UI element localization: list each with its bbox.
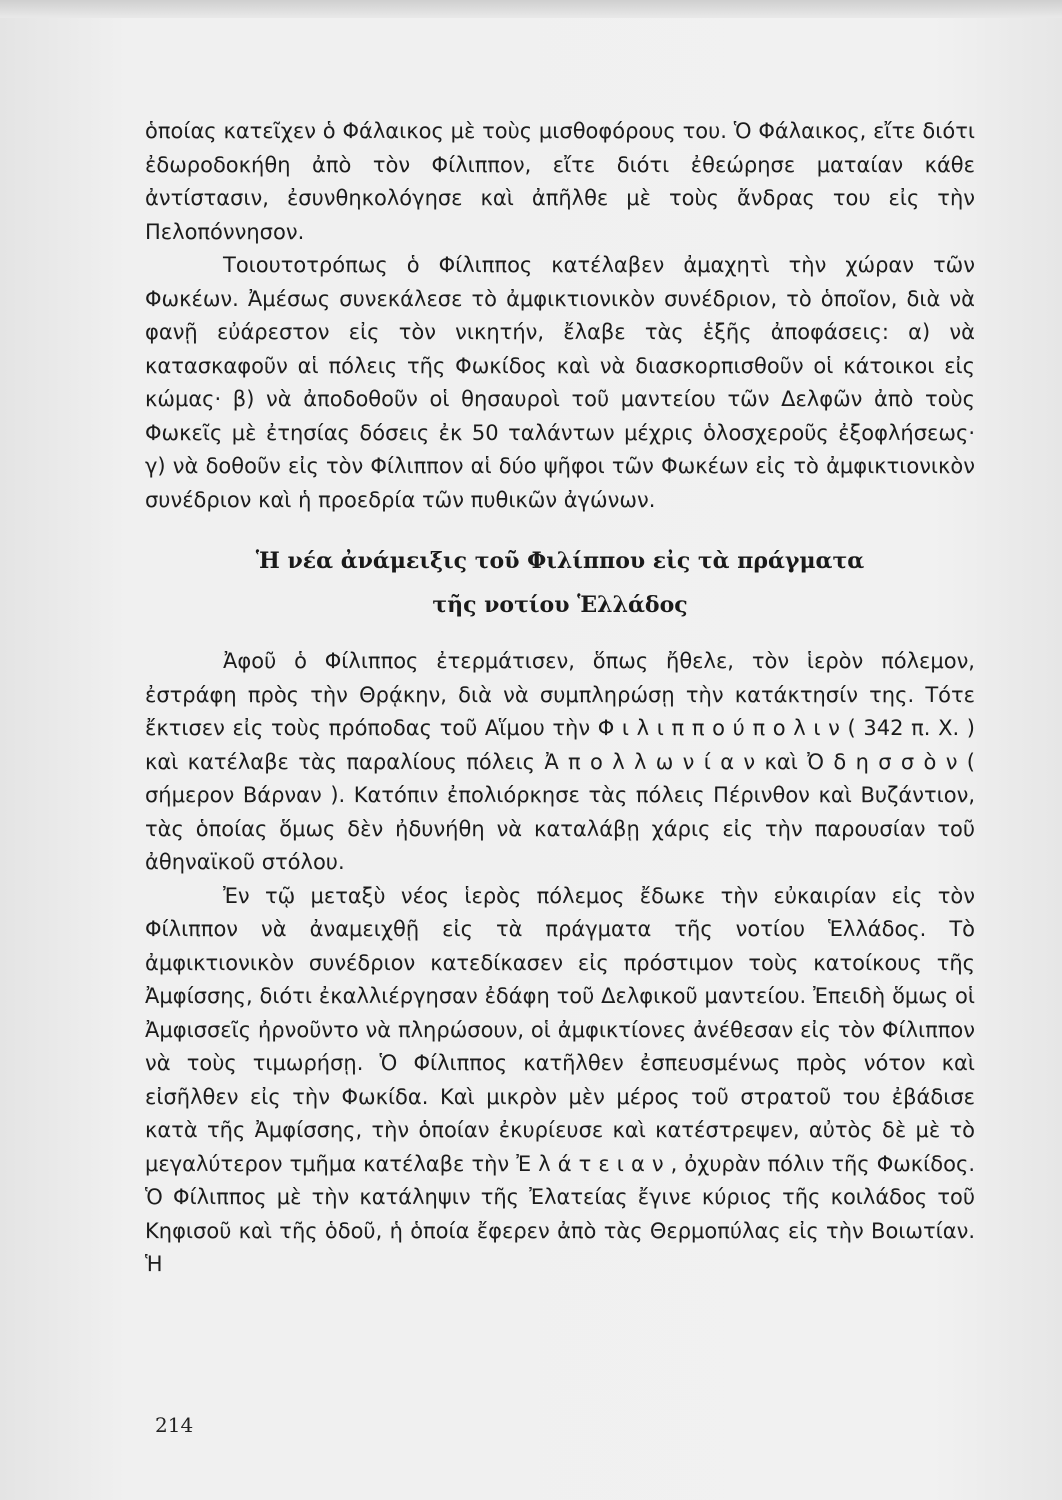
section-heading (145, 539, 975, 627)
page-body-text (145, 115, 975, 1282)
paragraph-continuation: ὁποίας κατεῖχεν ὁ Φάλαικος μὲ τοὺς μισθοφόρους του. Ὁ Φάλαικος, εἴτε διότι ἐδωροδοκήθη ἀπὸ τὸν Φίλιππον, εἴτε διότι ἐθεώρησε ματαίαν κάθε ἀντίστασιν, ἐσυνθηκολόγησε καὶ ἀπῆλθε μὲ τοὺς ἄνδρας του εἰς τὴν Πελοπόννησον. (145, 119, 975, 244)
paragraph-amphissa: Ἐν τῷ μεταξὺ νέος ἱερὸς πόλεμος ἔδωκε τὴν εὐκαιρίαν εἰς τὸν Φίλιππον νὰ ἀναμειχθῇ εἰς τὰ πράγματα τῆς νοτίου Ἑλλάδος. Τὸ ἀμφικτιονικὸν συνέδριον κατεδίκασεν εἰς πρόστιμον τοὺς κατοίκους τῆς Ἀμφίσσης, διότι ἐκαλλιέργησαν ἐδάφη τοῦ Δελφικοῦ μαντείου. Ἐπειδὴ ὅμως οἱ Ἀμφισσεῖς ἠρνοῦντο νὰ πληρώσουν, οἱ ἀμφικτίονες ἀνέθεσαν εἰς τὸν Φίλιππον νὰ τοὺς τιμωρήσῃ. Ὁ Φίλιππος κατῆλθεν ἐσπευσμένως πρὸς νότον καὶ εἰσῆλθεν εἰς τὴν Φωκίδα. Καὶ μικρὸν μὲν μέρος τοῦ στρατοῦ του ἐβάδισε κατὰ τῆς Ἀμφίσσης, τὴν ὁποίαν ἐκυρίευσε καὶ κατέστρεψεν, αὐτὸς δὲ μὲ τὸ μεγαλύτερον τμῆμα κατέλαβε τὴν Ἐ λ ά τ ε ι α ν , ὀχυρὰν πόλιν τῆς Φωκίδος. Ὁ Φίλιππος μὲ τὴν κατάληψιν τῆς Ἐλατείας ἔγινε κύριος τῆς κοιλάδος τοῦ Κηφισοῦ καὶ τῆς ὁδοῦ, ἡ ὁποία ἔφερεν ἀπὸ τὰς Θερμοπύλας εἰς τὴν Βοιωτίαν. Ἡ (145, 883, 975, 1276)
paragraph-thrace: Ἀφοῦ ὁ Φίλιππος ἐτερμάτισεν, ὅπως ἤθελε, τὸν ἱερὸν πόλεμον, ἐστράφη πρὸς τὴν Θρᾴκην, διὰ νὰ συμπληρώσῃ τὴν κατάκτησίν της. Τότε ἔκτισεν εἰς τοὺς πρόποδας τοῦ Αἵμου τὴν Φ ι λ ι π π ο ύ π ο λ ι ν ( 342 π. Χ. ) καὶ κατέλαβε τὰς παραλίους πόλεις Ἀ π ο λ λ ω ν ί α ν καὶ Ὀ δ η σ σ ὸ ν ( σήμερον Βάρναν ). Κατόπιν ἐπολιόρκησε τὰς πόλεις Πέρινθον καὶ Βυζάντιον, τὰς ὁποίας ὅμως δὲν ἠδυνήθη νὰ καταλάβῃ χάρις εἰς τὴν παρουσίαν τοῦ ἀθηναϊκοῦ στόλου. (145, 649, 975, 874)
section-heading-line-2: τῆς νοτίου Ἑλλάδος (432, 592, 688, 618)
page-top-edge-shadow (0, 0, 1062, 18)
paragraph-decisions: Τοιουτοτρόπως ὁ Φίλιππος κατέλαβεν ἀμαχητὶ τὴν χώραν τῶν Φωκέων. Ἀμέσως συνεκάλεσε τὸ ἀμφικτιονικὸν συνέδριον, τὸ ὁποῖον, διὰ νὰ φανῇ εὐάρεστον εἰς τὸν νικητήν, ἔλαβε τὰς ἑξῆς ἀποφάσεις: α) νὰ κατασκαφοῦν αἱ πόλεις τῆς Φωκίδος καὶ νὰ διασκορπισθοῦν οἱ κάτοικοι εἰς κώμας· β) νὰ ἀποδοθοῦν οἱ θησαυροὶ τοῦ μαντείου τῶν Δελφῶν ἀπὸ τοὺς Φωκεῖς μὲ ἐτησίας δόσεις ἐκ 50 ταλάντων μέχρις ὁλοσχεροῦς ἐξοφλήσεως· γ) νὰ δοθοῦν εἰς τὸν Φίλιππον αἱ δύο ψῆφοι τῶν Φωκέων εἰς τὸ ἀμφικτιονικὸν συνέδριον καὶ ἡ προεδρία τῶν πυθικῶν ἀγώνων. (145, 253, 975, 512)
section-heading-line-1: Ἡ νέα ἀνάμειξις τοῦ Φιλίππου εἰς τὰ πράγματα (255, 548, 865, 574)
page-number: 214 (155, 1413, 194, 1437)
